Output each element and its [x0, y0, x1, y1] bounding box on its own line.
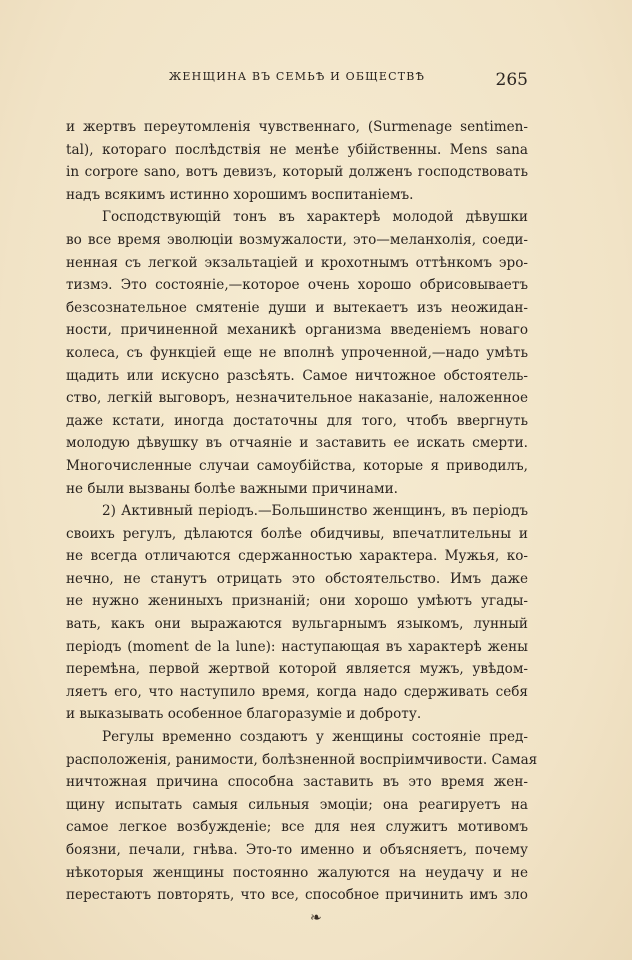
text-line: нѣкоторыя женщины постоянно жалуются на неудачу и не — [66, 864, 528, 881]
text-line: перемѣна, первой жертвой которой является мужъ, увѣдом- — [66, 661, 528, 678]
text-line: и жертвъ переутомленія чувственнаго, (Surmenage sentimen- — [66, 119, 528, 135]
text-line: даже кстати, иногда достаточны для того, чтобъ ввергнуть — [66, 412, 528, 429]
body-text — [66, 116, 538, 907]
page-number: 265 — [495, 70, 528, 90]
text-line: 2) Активный періодъ.—Большинство женщинъ, въ періодъ — [102, 503, 528, 520]
text-line: щадить или искусно разсѣять. Самое ничтожное обстоятель- — [66, 367, 528, 384]
text-line: періодъ (moment de la lune): наступающая въ характерѣ жены — [66, 638, 528, 655]
page-header — [66, 70, 528, 94]
text-line: in corpore sano, вотъ девизъ, который долженъ господствовать — [66, 164, 528, 181]
text-line: самое легкое возбужденіе; все для нея служитъ мотивомъ — [66, 819, 528, 836]
text-line: tal), котораго послѣдствія не менѣе убійственны. Mens sana — [66, 141, 528, 158]
text-line: своихъ регулъ, дѣлаются болѣе обидчивы, впечатлительны и — [66, 525, 528, 542]
text-line: и выказывать особенное благоразуміе и доброту. — [66, 706, 422, 723]
text-line: во все время эволюціи возмужалости, это—меланхолія, соеди- — [66, 231, 528, 248]
text-line: не нужно жениныхъ признаній; они хорошо умѣютъ угады- — [66, 593, 528, 610]
text-line: ляетъ его, что наступило время, когда надо сдерживать себя — [66, 683, 528, 700]
text-line: перестаютъ повторять, что все, способное причинить имъ зло — [66, 887, 528, 904]
text-line: ство, легкій выговоръ, незначительное наказаніе, наложенное — [66, 390, 528, 407]
text-line: Регулы временно создаютъ у женщины состояніе пред- — [102, 729, 528, 746]
text-line: боязни, печали, гнѣва. Это-то именно и объясняетъ, почему — [66, 842, 528, 858]
text-line: надъ всякимъ истинно хорошимъ воспитаніемъ. — [66, 186, 414, 203]
text-line: колеса, съ функціей еще не вполнѣ упроченной,—надо умѣть — [66, 344, 528, 361]
text-line: Господствующій тонъ въ характерѣ молодой дѣвушки — [102, 209, 528, 226]
footer-ornament: ❧ — [310, 910, 322, 926]
text-line: нечно, не станутъ отрицать это обстоятельство. Имъ даже — [66, 570, 528, 587]
text-line: расположенія, ранимости, болѣзненной воспріимчивости. Самая — [66, 751, 538, 768]
text-line: молодую дѣвушку въ отчаяніе и заставить ее искать смерти. — [66, 435, 528, 452]
text-line: не были вызваны болѣе важными причинами. — [66, 480, 398, 497]
text-line: ничтожная причина способна заставить въ это время жен- — [66, 774, 528, 791]
text-line: ности, причиненной механикѣ организма введеніемъ новаго — [66, 322, 528, 339]
text-line: безсознательное смятеніе души и вытекаетъ изъ неожидан- — [66, 299, 528, 316]
text-line: щину испытать самыя сильныя эмоціи; она реагируетъ на — [66, 796, 528, 813]
text-line: Многочисленные случаи самоубійства, которые я приводилъ, — [66, 457, 528, 474]
text-line: тизмэ. Это состояніе,—которое очень хорошо обрисовываетъ — [66, 277, 528, 294]
running-title: ЖЕНЩИНА ВЪ СЕМЬѢ И ОБЩЕСТВѢ — [168, 70, 426, 83]
text-line: не всегда отличаются сдержанностью характера. Мужья, ко- — [66, 548, 528, 565]
text-line: ненная съ легкой экзальтаціей и крохотнымъ оттѣнкомъ эро- — [66, 254, 528, 271]
text-line: вать, какъ они выражаются вульгарнымъ языкомъ, лунный — [66, 616, 528, 633]
